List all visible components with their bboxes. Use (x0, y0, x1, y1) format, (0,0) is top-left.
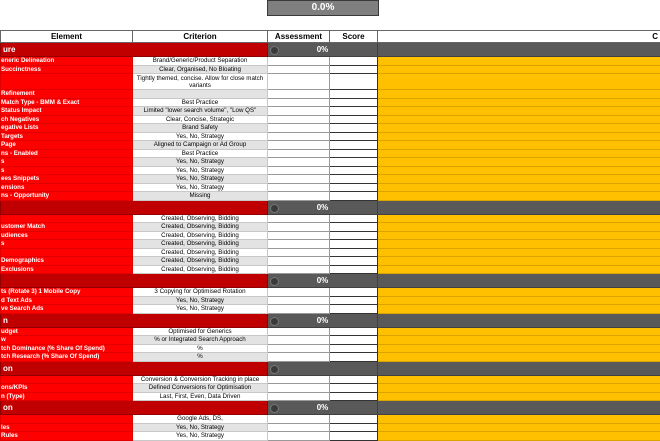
comments-cell[interactable] (378, 132, 660, 141)
section-notes-cell[interactable] (378, 43, 660, 57)
section-score-cell[interactable] (268, 401, 378, 415)
table-row (1, 192, 660, 201)
assessment-cell[interactable] (268, 107, 330, 116)
element-cell[interactable]: Status Impact (1, 107, 133, 116)
assessment-cell[interactable] (268, 149, 330, 158)
assessment-cell[interactable] (268, 223, 330, 232)
score-cell[interactable] (330, 327, 378, 336)
comments-cell[interactable] (378, 231, 660, 240)
criterion-cell[interactable]: Limited "lower search volume", "Low QS" (133, 107, 268, 116)
section-score-cell[interactable] (268, 274, 378, 288)
section-header-row (1, 361, 660, 375)
criterion-cell[interactable]: Created, Observing, Bidding (133, 257, 268, 266)
criterion-cell[interactable]: Created, Observing, Bidding (133, 223, 268, 232)
table-row (1, 296, 660, 305)
assessment-cell[interactable] (268, 57, 330, 66)
table-row (1, 124, 660, 133)
criterion-cell[interactable]: % (133, 344, 268, 353)
criterion-cell[interactable]: Yes, No, Strategy (133, 305, 268, 314)
element-cell[interactable]: egative Lists (1, 124, 133, 133)
score-cell[interactable] (330, 223, 378, 232)
table-row (1, 384, 660, 393)
element-cell[interactable]: Demographics (1, 257, 133, 266)
table-row (1, 375, 660, 384)
comments-cell[interactable] (378, 166, 660, 175)
criterion-cell[interactable]: Best Practice (133, 149, 268, 158)
assessment-cell[interactable] (268, 183, 330, 192)
status-dot-icon (270, 204, 279, 213)
comments-cell[interactable] (378, 65, 660, 74)
section-score-value: 0% (317, 45, 329, 54)
score-cell[interactable] (330, 353, 378, 362)
assessment-cell[interactable] (268, 175, 330, 184)
column-header-right[interactable]: C (378, 31, 660, 43)
criterion-cell[interactable]: Yes, No, Strategy (133, 423, 268, 432)
score-cell[interactable] (330, 248, 378, 257)
assessment-cell[interactable] (268, 166, 330, 175)
section-score-cell[interactable] (268, 200, 378, 214)
score-cell[interactable] (330, 288, 378, 297)
score-cell[interactable] (330, 296, 378, 305)
column-header-criterion[interactable]: Criterion (133, 31, 268, 43)
comments-cell[interactable] (378, 296, 660, 305)
comments-cell[interactable] (378, 327, 660, 336)
comments-cell[interactable] (378, 432, 660, 441)
assessment-cell[interactable] (268, 90, 330, 99)
score-cell[interactable] (330, 115, 378, 124)
criterion-cell[interactable]: Yes, No, Strategy (133, 158, 268, 167)
comments-cell[interactable] (378, 98, 660, 107)
comments-cell[interactable] (378, 57, 660, 66)
table-row (1, 166, 660, 175)
section-score-value: 0% (317, 316, 329, 325)
section-notes-cell[interactable] (378, 274, 660, 288)
assessment-cell[interactable] (268, 74, 330, 90)
element-cell[interactable] (1, 248, 133, 257)
criterion-cell[interactable]: Created, Observing, Bidding (133, 265, 268, 274)
table-row (1, 305, 660, 314)
criterion-cell[interactable]: Created, Observing, Bidding (133, 231, 268, 240)
section-title[interactable]: on (1, 401, 268, 415)
criterion-cell[interactable]: Tightly themed, concise. Allow for close match variants (133, 74, 268, 90)
table-row (1, 141, 660, 150)
element-cell[interactable]: ve Search Ads (1, 305, 133, 314)
section-score-cell[interactable] (268, 43, 378, 57)
comments-cell[interactable] (378, 90, 660, 99)
criterion-cell[interactable]: 3 Copying for Optimised Rotation (133, 288, 268, 297)
element-cell[interactable]: s (1, 240, 133, 249)
header-row (1, 31, 660, 43)
table-row (1, 257, 660, 266)
section-score-value: 0% (317, 203, 329, 212)
score-cell[interactable] (330, 305, 378, 314)
comments-cell[interactable] (378, 265, 660, 274)
comments-cell[interactable] (378, 384, 660, 393)
table-row (1, 288, 660, 297)
criterion-cell[interactable]: Yes, No, Strategy (133, 183, 268, 192)
criterion-cell[interactable]: Created, Observing, Bidding (133, 248, 268, 257)
score-cell[interactable] (330, 107, 378, 116)
comments-cell[interactable] (378, 149, 660, 158)
table-row (1, 98, 660, 107)
table-row (1, 183, 660, 192)
assessment-cell[interactable] (268, 65, 330, 74)
comments-cell[interactable] (378, 240, 660, 249)
criterion-cell[interactable]: Yes, No, Strategy (133, 296, 268, 305)
section-title[interactable]: on (1, 361, 268, 375)
comments-cell[interactable] (378, 141, 660, 150)
section-score-value: 0% (317, 276, 329, 285)
status-dot-icon (270, 317, 279, 326)
score-cell[interactable] (330, 336, 378, 345)
table-row (1, 265, 660, 274)
element-cell[interactable]: ustomer Match (1, 223, 133, 232)
table-row (1, 65, 660, 74)
score-cell[interactable] (330, 183, 378, 192)
comments-cell[interactable] (378, 158, 660, 167)
score-cell[interactable] (330, 65, 378, 74)
element-cell[interactable] (1, 74, 133, 90)
criterion-cell[interactable]: Clear, Concise, Strategic (133, 115, 268, 124)
assessment-cell[interactable] (268, 124, 330, 133)
table-row (1, 231, 660, 240)
criterion-cell[interactable]: Google Ads, DS, (133, 415, 268, 424)
criterion-cell[interactable]: Last, First, Even, Data Driven (133, 392, 268, 401)
element-cell[interactable]: tch Research (% Share Of Spend) (1, 353, 133, 362)
table-row (1, 423, 660, 432)
element-cell[interactable]: tch Dominance (% Share Of Spend) (1, 344, 133, 353)
element-cell[interactable]: ns - Enabled (1, 149, 133, 158)
criterion-cell[interactable]: Brand Safety (133, 124, 268, 133)
table-row (1, 149, 660, 158)
score-cell[interactable] (330, 240, 378, 249)
section-score-cell[interactable] (268, 313, 378, 327)
element-cell[interactable]: udget (1, 327, 133, 336)
table-row (1, 248, 660, 257)
section-title[interactable] (1, 200, 268, 214)
table-row (1, 344, 660, 353)
assessment-cell[interactable] (268, 214, 330, 223)
score-cell[interactable] (330, 214, 378, 223)
element-cell[interactable]: ensions (1, 183, 133, 192)
element-cell[interactable]: n (Type) (1, 392, 133, 401)
element-cell[interactable]: Rules (1, 432, 133, 441)
table-row (1, 353, 660, 362)
element-cell[interactable]: ons/KPIs (1, 384, 133, 393)
section-notes-cell[interactable] (378, 401, 660, 415)
element-cell[interactable] (1, 214, 133, 223)
status-dot-icon (270, 277, 279, 286)
comments-cell[interactable] (378, 74, 660, 90)
score-cell[interactable] (330, 231, 378, 240)
comments-cell[interactable] (378, 305, 660, 314)
table-row (1, 107, 660, 116)
score-cell[interactable] (330, 432, 378, 441)
assessment-cell[interactable] (268, 344, 330, 353)
criterion-cell[interactable]: Created, Observing, Bidding (133, 214, 268, 223)
score-cell[interactable] (330, 344, 378, 353)
section-title[interactable]: n (1, 313, 268, 327)
element-cell[interactable]: s (1, 158, 133, 167)
criterion-cell[interactable]: Optimised for Generics (133, 327, 268, 336)
assessment-cell[interactable] (268, 231, 330, 240)
element-cell[interactable]: Targets (1, 132, 133, 141)
section-notes-cell[interactable] (378, 313, 660, 327)
assessment-cell[interactable] (268, 141, 330, 150)
comments-cell[interactable] (378, 107, 660, 116)
assessment-cell[interactable] (268, 288, 330, 297)
score-cell[interactable] (330, 90, 378, 99)
assessment-cell[interactable] (268, 257, 330, 266)
element-cell[interactable]: d Text Ads (1, 296, 133, 305)
criterion-cell[interactable]: Conversion & Conversion Tracking in place (133, 375, 268, 384)
score-cell[interactable] (330, 132, 378, 141)
section-score-cell[interactable] (268, 361, 378, 375)
criterion-cell[interactable] (133, 90, 268, 99)
table-row (1, 240, 660, 249)
assessment-cell[interactable] (268, 375, 330, 384)
score-cell[interactable] (330, 423, 378, 432)
comments-cell[interactable] (378, 124, 660, 133)
element-cell[interactable]: s (1, 166, 133, 175)
criterion-cell[interactable]: Yes, No, Strategy (133, 132, 268, 141)
section-header-row (1, 401, 660, 415)
score-cell[interactable] (330, 265, 378, 274)
criterion-cell[interactable]: Clear, Organised, No Bloating (133, 65, 268, 74)
score-cell[interactable] (330, 175, 378, 184)
assessment-cell[interactable] (268, 240, 330, 249)
score-cell[interactable] (330, 192, 378, 201)
comments-cell[interactable] (378, 375, 660, 384)
table-row (1, 223, 660, 232)
table-row (1, 214, 660, 223)
table-row (1, 336, 660, 345)
score-cell[interactable] (330, 149, 378, 158)
assessment-cell[interactable] (268, 115, 330, 124)
section-notes-cell[interactable] (378, 361, 660, 375)
comments-cell[interactable] (378, 223, 660, 232)
column-header-score[interactable]: Score (330, 31, 378, 43)
section-score-value: 0% (317, 403, 329, 412)
comments-cell[interactable] (378, 344, 660, 353)
assessment-cell[interactable] (268, 305, 330, 314)
score-cell[interactable] (330, 57, 378, 66)
criterion-cell[interactable]: Best Practice (133, 98, 268, 107)
criterion-cell[interactable]: Yes, No, Strategy (133, 175, 268, 184)
criterion-cell[interactable]: Created, Observing, Bidding (133, 240, 268, 249)
section-title[interactable] (1, 274, 268, 288)
section-header-row (1, 43, 660, 57)
comments-cell[interactable] (378, 115, 660, 124)
element-cell[interactable]: Match Type - BMM & Exact (1, 98, 133, 107)
comments-cell[interactable] (378, 175, 660, 184)
section-notes-cell[interactable] (378, 200, 660, 214)
score-cell[interactable] (330, 158, 378, 167)
comments-cell[interactable] (378, 415, 660, 424)
assessment-cell[interactable] (268, 248, 330, 257)
table-row (1, 392, 660, 401)
status-dot-icon (270, 46, 279, 55)
criterion-cell[interactable]: % or Integrated Search Approach (133, 336, 268, 345)
assessment-cell[interactable] (268, 392, 330, 401)
comments-cell[interactable] (378, 214, 660, 223)
criterion-cell[interactable]: Missing (133, 192, 268, 201)
table-row (1, 132, 660, 141)
table-row (1, 158, 660, 167)
column-header-element[interactable]: Element (1, 31, 133, 43)
score-cell[interactable] (330, 141, 378, 150)
assessment-cell[interactable] (268, 192, 330, 201)
section-header-row (1, 274, 660, 288)
table-row (1, 432, 660, 441)
assessment-cell[interactable] (268, 415, 330, 424)
element-cell[interactable]: Succinctness (1, 65, 133, 74)
audit-spreadsheet (0, 30, 660, 441)
table-row (1, 327, 660, 336)
status-dot-icon (270, 404, 279, 413)
section-title[interactable]: ure (1, 43, 268, 57)
element-cell[interactable]: ch Negatives (1, 115, 133, 124)
score-cell[interactable] (330, 166, 378, 175)
section-header-row (1, 200, 660, 214)
element-cell[interactable]: ns - Opportunity (1, 192, 133, 201)
comments-cell[interactable] (378, 248, 660, 257)
element-cell[interactable] (1, 375, 133, 384)
score-cell[interactable] (330, 98, 378, 107)
table-row (1, 415, 660, 424)
assessment-cell[interactable] (268, 265, 330, 274)
comments-cell[interactable] (378, 336, 660, 345)
assessment-cell[interactable] (268, 423, 330, 432)
score-cell[interactable] (330, 74, 378, 90)
element-cell[interactable] (1, 415, 133, 424)
element-cell[interactable]: les (1, 423, 133, 432)
element-cell[interactable]: ts (Rotate 3) 1 Mobile Copy (1, 288, 133, 297)
score-cell[interactable] (330, 375, 378, 384)
score-cell[interactable] (330, 257, 378, 266)
element-cell[interactable]: eneric Delineation (1, 57, 133, 66)
assessment-cell[interactable] (268, 353, 330, 362)
comments-cell[interactable] (378, 192, 660, 201)
element-cell[interactable]: Exclusions (1, 265, 133, 274)
assessment-cell[interactable] (268, 336, 330, 345)
element-cell[interactable]: ees Snippets (1, 175, 133, 184)
table-row (1, 175, 660, 184)
assessment-cell[interactable] (268, 384, 330, 393)
assessment-cell[interactable] (268, 432, 330, 441)
comments-cell[interactable] (378, 423, 660, 432)
status-dot-icon (270, 365, 279, 374)
score-cell[interactable] (330, 384, 378, 393)
element-cell[interactable]: w (1, 336, 133, 345)
column-header-assessment[interactable]: Assessment (268, 31, 330, 43)
element-cell[interactable]: udiences (1, 231, 133, 240)
assessment-cell[interactable] (268, 296, 330, 305)
criterion-cell[interactable]: Brand/Generic/Product Separation (133, 57, 268, 66)
assessment-cell[interactable] (268, 132, 330, 141)
comments-cell[interactable] (378, 257, 660, 266)
score-cell[interactable] (330, 392, 378, 401)
table-row (1, 90, 660, 99)
criterion-cell[interactable]: Defined Conversions for Optimisation (133, 384, 268, 393)
table-row (1, 74, 660, 90)
criterion-cell[interactable]: Aligned to Campaign or Ad Group (133, 141, 268, 150)
element-cell[interactable]: Page (1, 141, 133, 150)
comments-cell[interactable] (378, 183, 660, 192)
criterion-cell[interactable]: Yes, No, Strategy (133, 432, 268, 441)
score-cell[interactable] (330, 415, 378, 424)
element-cell[interactable]: Refinement (1, 90, 133, 99)
comments-cell[interactable] (378, 353, 660, 362)
comments-cell[interactable] (378, 392, 660, 401)
assessment-cell[interactable] (268, 158, 330, 167)
section-header-row (1, 313, 660, 327)
assessment-cell[interactable] (268, 327, 330, 336)
criterion-cell[interactable]: % (133, 353, 268, 362)
table-row (1, 115, 660, 124)
criterion-cell[interactable]: Yes, No, Strategy (133, 166, 268, 175)
table-row (1, 57, 660, 66)
score-cell[interactable] (330, 124, 378, 133)
assessment-cell[interactable] (268, 98, 330, 107)
overall-score-cell[interactable]: 0.0% (267, 0, 379, 16)
comments-cell[interactable] (378, 288, 660, 297)
